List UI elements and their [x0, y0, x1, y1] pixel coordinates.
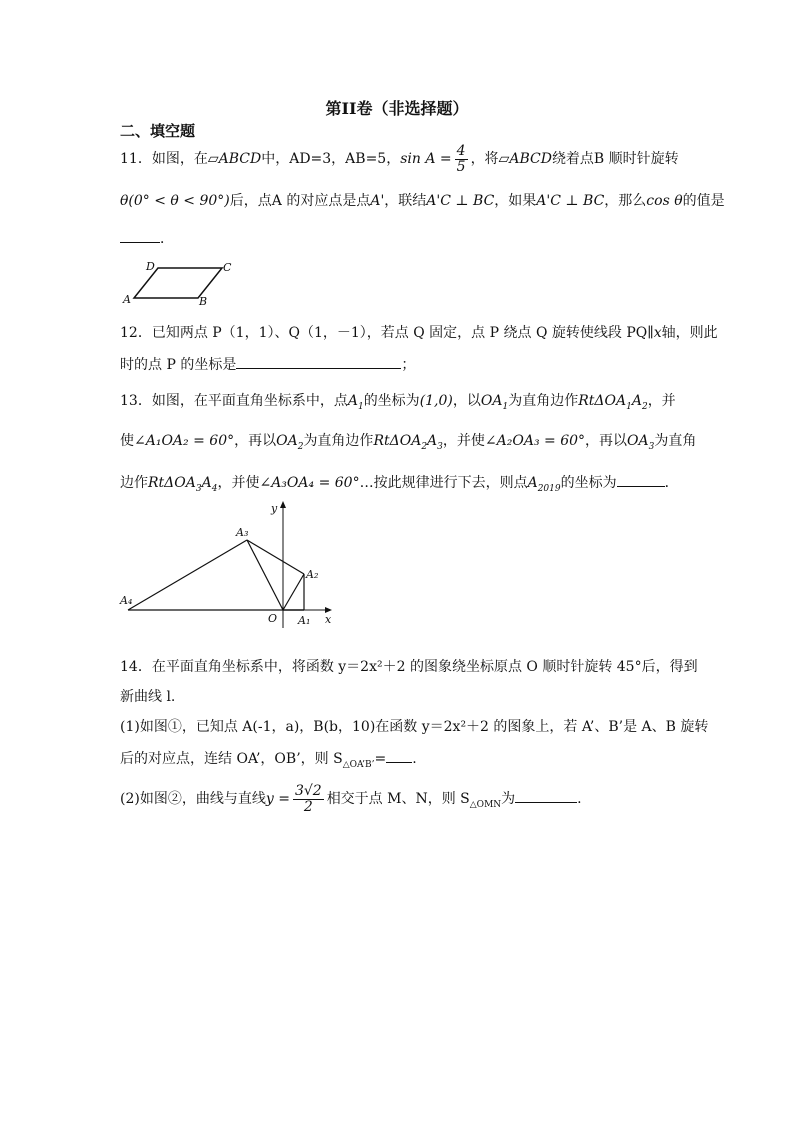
segment-A3A4: [128, 540, 247, 610]
fraction-four-fifths: $\frac{4}{5}$: [456, 143, 466, 175]
fraction-three-root-two-over-two: $\frac{3√2}{2}$: [294, 783, 322, 815]
label-D: D: [146, 260, 155, 273]
q14-line-3: (1)如图①，已知点 A(-1，a)，B(b，10)在函数 y＝2x²＋2 的图象上，若 A’、B’是 A、B 旋转: [120, 719, 709, 735]
q12-line-2: 时的点 P 的坐标是 ；: [120, 354, 415, 374]
segment-OA2: [283, 574, 304, 610]
label-A3: A₃: [236, 526, 249, 539]
answer-blank: [236, 354, 401, 369]
label-O: O: [268, 612, 278, 625]
section-heading: 二、填空题: [120, 122, 196, 140]
q14-line-2: 新曲线 l.: [120, 689, 176, 705]
q13-line-1: 13．如图，在平面直角坐标系中，点$A_1$的坐标为(1,0)，以$OA_1$为直角边作$Rt\Delta OA_1A_2$，并: [120, 393, 676, 412]
q11-line-1: 11．如图，在▱ABCD中，AD=3，AB=5，sin A = $\frac{4}{5}$ ，将▱ABCD绕着点B 顺时针旋转: [120, 143, 679, 175]
parallelogram-figure: [120, 258, 240, 308]
q13-line-2: 使∠A₁OA₂ = 60°，再以$OA_2$为直角边作$Rt\Delta OA_2A_3$，并使∠A₂OA₃ = 60°，再以$OA_3$为直角: [120, 433, 697, 452]
q14-line-4: 后的对应点，连结 OA’，OB’，则 $S_{\triangle OA’B’}=$ .: [120, 748, 417, 770]
answer-blank: [386, 748, 412, 763]
label-C: C: [223, 261, 232, 274]
q11-line-3: ．: [120, 228, 174, 248]
label-x: x: [325, 613, 332, 626]
page-title: 第II卷（非选择题）: [325, 99, 469, 118]
q13-line-3: 边作$Rt\Delta OA_3A_4$，并使∠A₃OA₄ = 60°…按此规律进行下去，则点$A_{2019}$的坐标为 ．: [120, 472, 679, 494]
q11-line-2: θ(0° < θ < 90°)后，点A 的对应点是点A'，联结A'C ⊥ BC，如果A'C ⊥ BC，那么cos θ的值是: [120, 193, 725, 209]
spiral-triangle-figure: [116, 500, 346, 630]
q14-line-5: (2)如图②，曲线与直线y = $\frac{3√2}{2}$ 相交于点 M、N，则 $S_{\triangle OMN}$为 .: [120, 783, 582, 815]
y-axis-arrow: [280, 501, 286, 508]
label-A: A: [123, 293, 131, 306]
answer-blank: [515, 788, 577, 803]
answer-blank: [120, 228, 160, 243]
q14-line-1: 14．在平面直角坐标系中，将函数 y＝2x²＋2 的图象绕坐标原点 O 顺时针旋转 45°后，得到: [120, 659, 698, 675]
answer-blank: [617, 472, 665, 487]
label-A4: A₄: [120, 594, 133, 607]
label-B: B: [199, 295, 208, 308]
label-y: y: [271, 502, 278, 515]
label-A1: A₁: [298, 614, 311, 627]
label-A2: A₂: [306, 568, 319, 581]
q12-line-1: 12．已知两点 P（1，1）、Q（1，－1），若点 Q 固定，点 P 绕点 Q 旋转使线段 PQ∥x轴，则此: [120, 325, 718, 341]
